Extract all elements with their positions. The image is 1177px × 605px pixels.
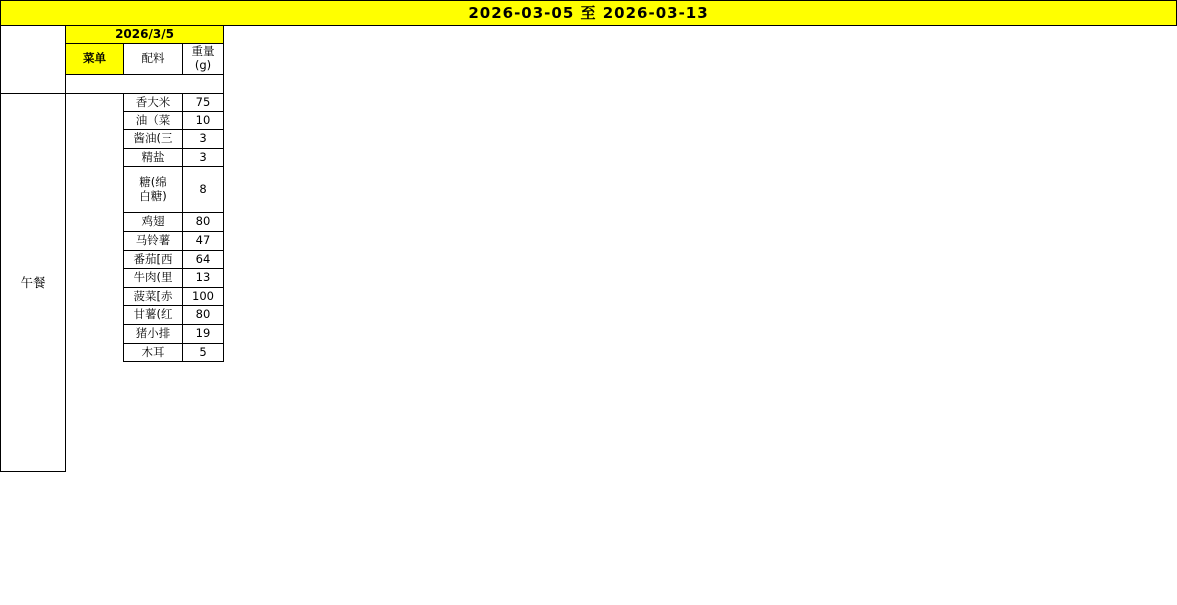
ingredient-cell: 菠菜[赤 xyxy=(123,287,183,306)
weight-cell: 100 xyxy=(182,287,224,306)
weight-cell: 5 xyxy=(182,343,224,362)
ingredient-cell: 油（菜 xyxy=(123,111,183,130)
ingredient-cell: 木耳 xyxy=(123,343,183,362)
weight-cell: 75 xyxy=(182,93,224,112)
ingredient-cell: 精盐 xyxy=(123,148,183,167)
dish-col-header: 菜单 xyxy=(65,43,124,75)
weight-cell: 3 xyxy=(182,129,224,149)
ingredient-cell: 糖(绵 白糖) xyxy=(123,166,183,213)
weight-cell: 64 xyxy=(182,250,224,269)
page-title: 2026-03-05 至 2026-03-13 xyxy=(0,0,1177,26)
weight-cell: 3 xyxy=(182,148,224,167)
ingredient-cell: 马铃薯 xyxy=(123,231,183,251)
meal-label: 午餐 xyxy=(0,93,66,472)
weight-col-header: 重量 (g) xyxy=(182,43,224,75)
ingredient-col-header: 配料 xyxy=(123,43,183,75)
weight-cell: 19 xyxy=(182,324,224,344)
ingredient-cell: 酱油(三 xyxy=(123,129,183,149)
ingredient-cell: 番茄[西 xyxy=(123,250,183,269)
ingredient-cell: 牛肉(里 xyxy=(123,268,183,288)
date-header: 2026/3/5 xyxy=(65,25,224,44)
ingredient-cell: 香大米 xyxy=(123,93,183,112)
ingredient-cell: 猪小排 xyxy=(123,324,183,344)
ingredient-cell: 鸡翅 xyxy=(123,212,183,232)
weight-cell: 13 xyxy=(182,268,224,288)
ingredient-cell: 甘薯(红 xyxy=(123,305,183,325)
meal-label-blank xyxy=(0,25,66,94)
weight-cell: 80 xyxy=(182,305,224,325)
weight-cell: 47 xyxy=(182,231,224,251)
weight-cell: 80 xyxy=(182,212,224,232)
weight-cell: 8 xyxy=(182,166,224,213)
weight-cell: 10 xyxy=(182,111,224,130)
spacer-row xyxy=(65,74,224,94)
